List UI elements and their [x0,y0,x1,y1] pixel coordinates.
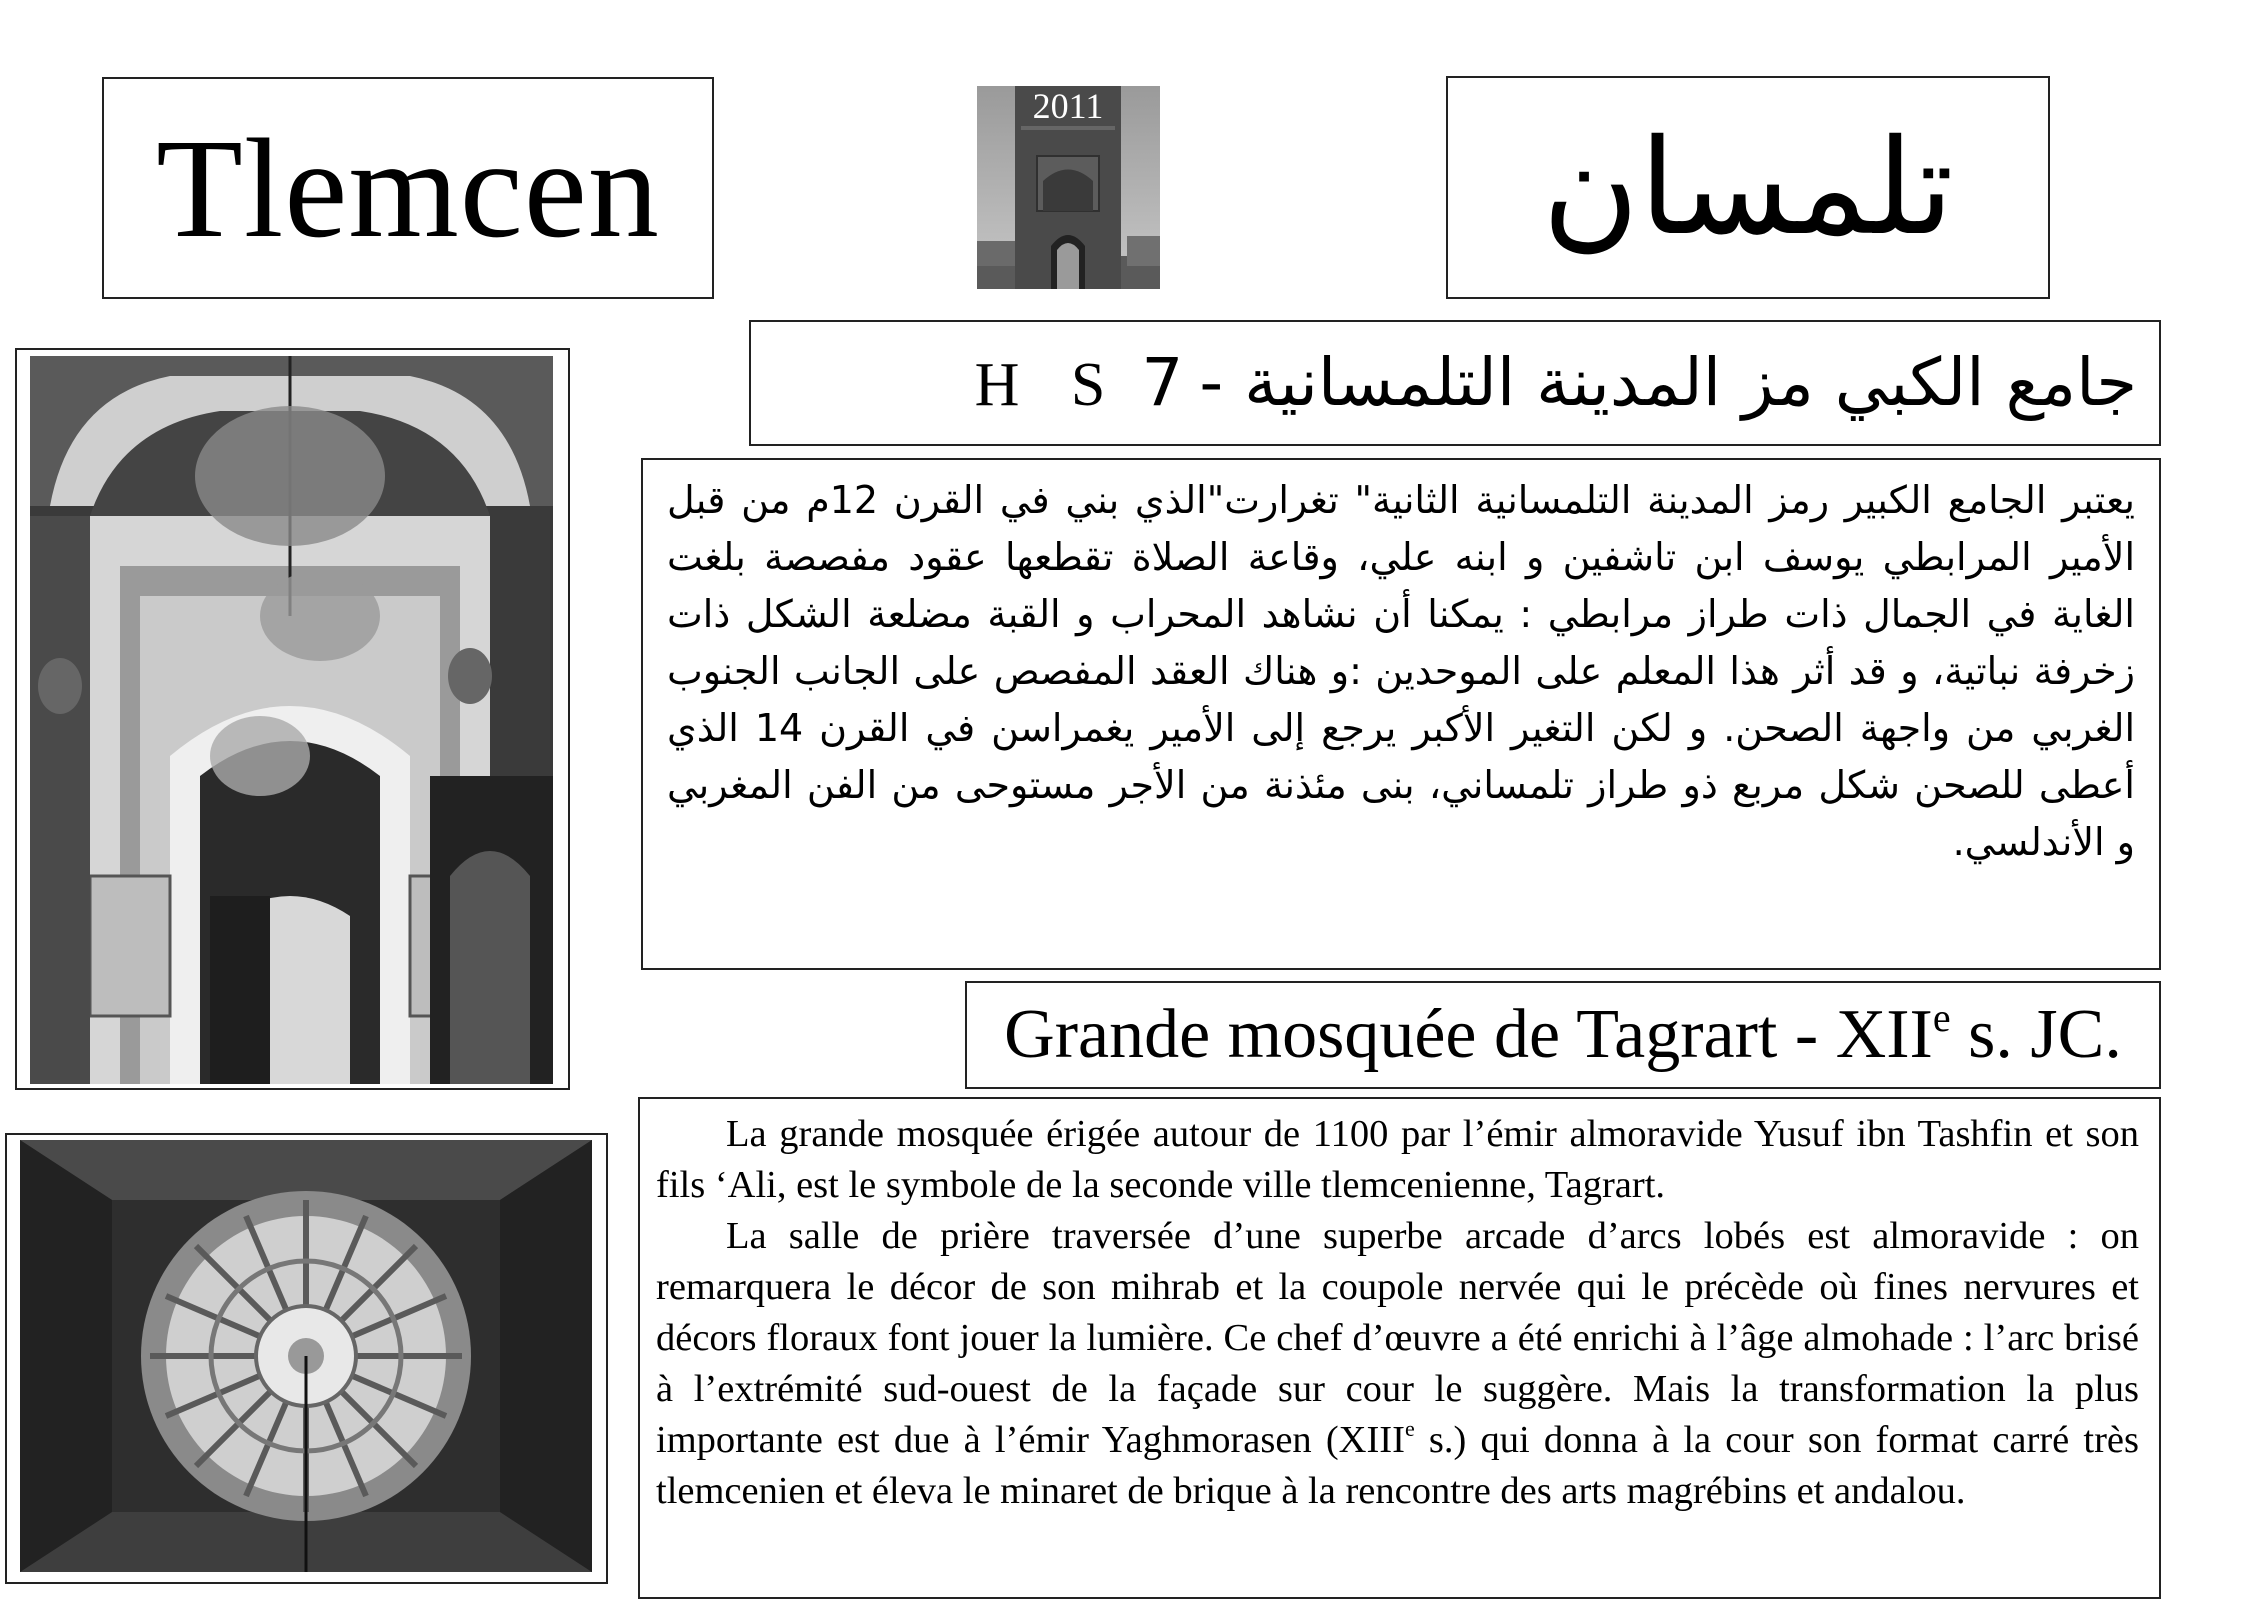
arabic-paragraph-box [641,458,2161,970]
arabic-paragraph: يعتبر الجامع الكبير رمز المدينة التلمسانية الثانية" تغرارت"الذي بني في القرن 12م من قبل الأمير المرابطي يوسف ابن تاشفين و ابنه علي، وقاعة الصلاة تقطعها عقود مفصصة بلغت الغاية في الجمال ذات طراز مرابطي : يمكنا أن نشاهد المحراب و القبة مضلعة الشكل ذات زخرفة نباتية، و قد أثر هذا المعلم على الموحدين :و هناك العقد المفصص على الجانب الجنوب الغربي من واجهة الصحن. و لكن التغير الأكبر يرجع إلى الأمير يغمراسن في القرن 14 الذي أعطى للصحن شكل مربع ذو طراز تلمساني، بنى مئذنة من الأجر مستوحى من الفن المغربي و الأندلسي. [667,478,2135,864]
mihrab-photo [30,356,553,1084]
french-paragraph-2-sup: e [1404,1416,1415,1441]
arabic-title-box [1446,76,2050,299]
french-heading-box [965,981,2161,1089]
dome-photo [20,1140,592,1572]
logo-year: 2011 [1032,86,1104,126]
latin-title: Tlemcen [156,109,660,267]
latin-title-box [102,77,714,299]
arabic-heading-box [749,320,2161,446]
arabic-heading: جامع الكبي مز المدينة التلمسانية - [1199,344,2137,421]
french-heading-end: s. JC. [1950,996,2122,1073]
arabic-title: تلمسان [1542,110,1954,265]
heading-number: 7 [1141,344,1184,421]
french-paragraph-box [638,1097,2161,1599]
heading-code: H S [974,351,1124,419]
french-heading-sup: e [1932,995,1951,1040]
french-paragraph-2 [656,1211,2139,1517]
french-paragraph-2-a: La salle de prière traversée d’une superbe arcade d’arcs lobés est almoravide : on remarquera le décor de son mihrab et la coupole nervée qui le précède où fines nervures et décors floraux font jouer la lumière. Ce chef d’œuvre a été enrichi à l’âge almohade : l’arc brisé à l’extrémité sud-ouest de la façade sur cour le suggère. Mais la transformation la plus importante est due à l’émir Yaghmorasen (XIII [656,1215,2139,1461]
french-paragraph-2-b: s.) qui donna à la cour son format carré très tlemcenien et éleva le minaret de brique à la rencontre des arts magrébins et andalou. [656,1419,2139,1512]
french-heading-main: Grande mosquée de Tagrart - XII [1004,996,1933,1073]
minaret-logo [977,86,1160,289]
french-heading [1004,995,2122,1073]
french-paragraph-1: La grande mosquée érigée autour de 1100 par l’émir almoravide Yusuf ibn Tashfin et son fils ‘Ali, est le symbole de la seconde ville tlemcenienne, Tagrart. [656,1113,2139,1206]
